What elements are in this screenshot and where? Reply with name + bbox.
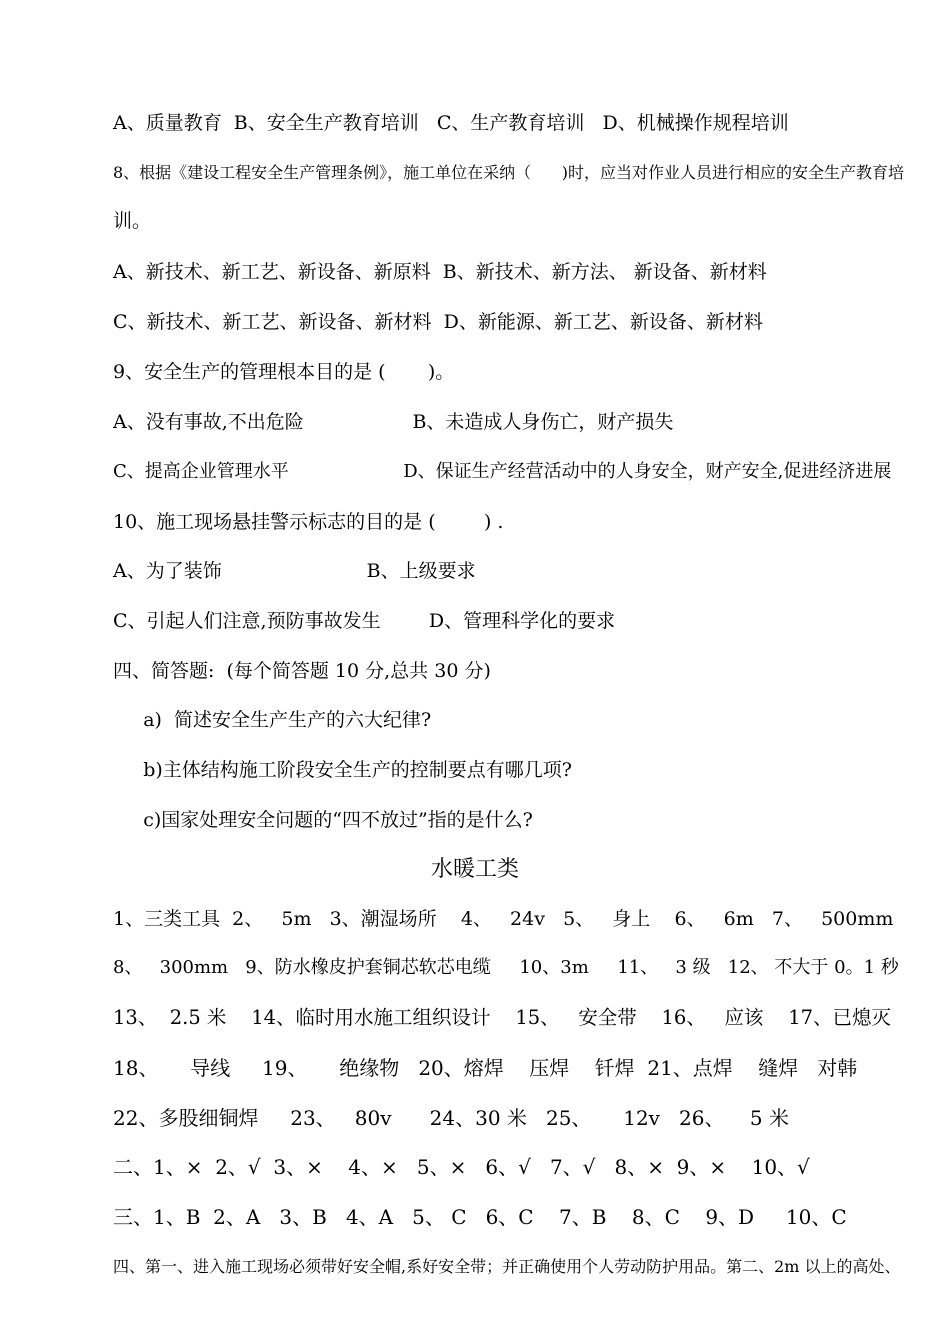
q8-options-ab: A、新技术、新工艺、新设备、新原料 B、新技术、新方法、 新设备、新材料 [113, 261, 767, 283]
q8-stem-cont: 训。 [113, 210, 152, 232]
answer-line: 13、 2.5 米 14、临时用水施工组织设计 15、 安全带 16、 应该 17、已熄灭 [113, 1006, 892, 1029]
q10-options-ab: A、为了装饰 B、上级要求 [113, 560, 476, 582]
answer-line: 18、 导线 19、 绝缘物 20、熔焊 压焊 钎焊 21、点焊 缝焊 对韩 [113, 1056, 858, 1080]
q9-options-ab: A、没有事故,不出危险 B、未造成人身伤亡，财产损失 [113, 411, 674, 433]
short-answer-c: c)国家处理安全问题的“四不放过”指的是什么? [113, 809, 533, 831]
answer-line: 8、 300mm 9、防水橡皮护套铜芯软芯电缆 10、3m 11、 3 级 12、 不大于 0。1 秒 [113, 957, 899, 978]
section-short-answer: 四、简答题: (每个简答题 10 分,总共 30 分) [113, 660, 491, 682]
q9-options-cd: C、提高企业管理水平 D、保证生产经营活动中的人身安全，财产安全,促进经济进展 [113, 461, 892, 482]
section-title: 水暖工类 [430, 857, 519, 882]
q8-stem: 8、根据《建设工程安全生产管理条例》，施工单位在采纳（ )时，应当对作业人员进行相应的安全生产教育培 [113, 163, 904, 182]
short-answer-b: b)主体结构施工阶段安全生产的控制要点有哪几项? [113, 759, 572, 781]
q9-stem: 9、安全生产的管理根本目的是 ( )。 [113, 361, 455, 383]
q10-stem: 10、施工现场悬挂警示标志的目的是 ( ) . [113, 511, 504, 533]
answer-line: 1、三类工具 2、 5m 3、潮湿场所 4、 24v 5、 身上 6、 6m 7、 500mm [113, 908, 894, 930]
q10-options-cd: C、引起人们注意,预防事故发生 D、管理科学化的要求 [113, 610, 616, 632]
answer-line: 22、多股细铜焊 23、 80v 24、30 米 25、 12v 26、 5 米 [113, 1106, 789, 1130]
q8-options-cd: C、新技术、新工艺、新设备、新材料 D、新能源、新工艺、新设备、新材料 [113, 311, 763, 333]
answer-line: 二、1、× 2、√ 3、× 4、× 5、× 6、√ 7、√ 8、× 9、× 10、√ [113, 1155, 810, 1179]
short-answer-a: a) 简述安全生产生产的六大纪律? [113, 709, 432, 731]
q7-options: A、质量教育 B、安全生产教育培训 C、生产教育培训 D、机械操作规程培训 [113, 112, 789, 134]
answer-line: 三、1、B 2、A 3、B 4、A 5、 C 6、C 7、B 8、C 9、D 10、C [113, 1205, 847, 1229]
answer-line: 四、第一、进入施工现场必须带好安全帽,系好安全带；并正确使用个人劳动防护用品。第二、2m 以上的高处、 [113, 1257, 901, 1276]
